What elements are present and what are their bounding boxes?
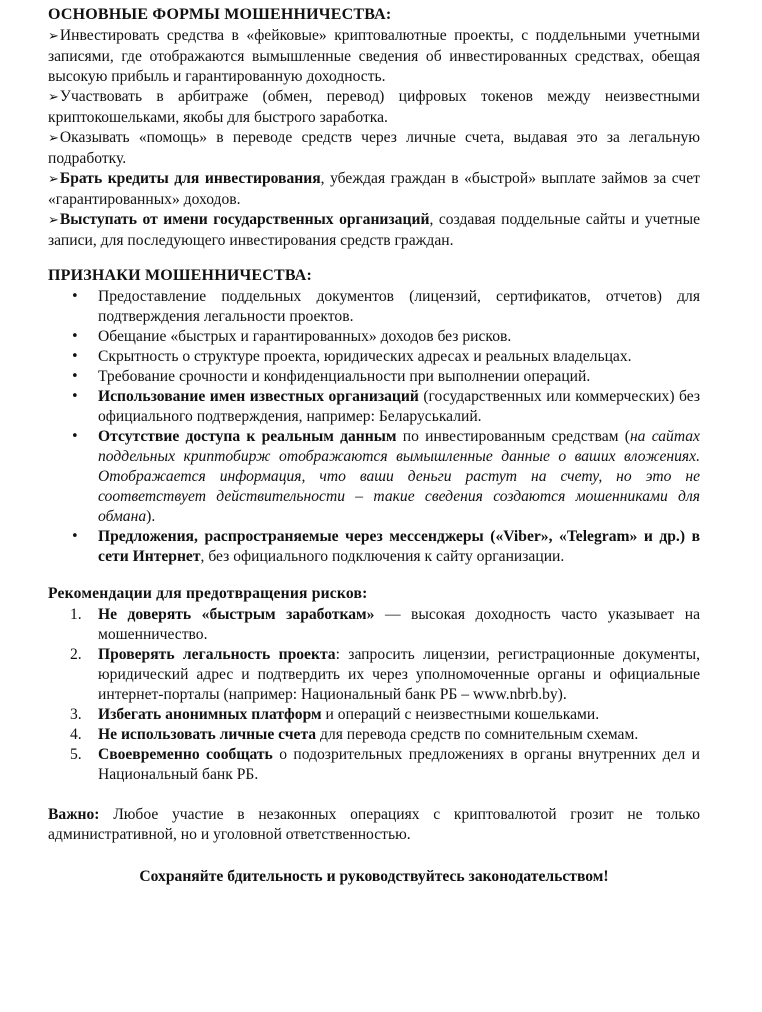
arrow-marker-icon: ➢ <box>48 29 59 44</box>
recommendation-item <box>70 725 700 745</box>
recommendation-number: 1. <box>70 606 82 623</box>
fraud-sign-item <box>71 367 700 387</box>
recommendation-number: 4. <box>70 726 82 743</box>
fraud-sign-text: (государственных или коммерческих) без официального подтверждения, например: Беларуськалий. <box>98 388 700 425</box>
fraud-form-item <box>48 169 700 210</box>
fraud-sign-item <box>71 427 700 527</box>
fraud-sign-text: по инвестированным средствам ( <box>396 428 630 445</box>
recommendation-bold: Своевременно сообщать <box>98 746 273 763</box>
arrow-marker-icon: ➢ <box>48 172 59 187</box>
fraud-form-text: Участвовать в арбитраже (обмен, перевод) цифровых токенов между неизвестными криптокошельками, якобы для быстрого заработка. <box>48 88 700 126</box>
fraud-sign-italic: на сайтах поддельных криптобирж отображаются вымышленные данные о ваших вложениях. Отображается информация, что ваши деньги растут на счету, но это не соответствует действительности – такие сведения создаются мошенниками для обмана <box>98 428 700 525</box>
recommendations-list <box>48 605 700 785</box>
fraud-form-bold: Брать кредиты для инвестирования <box>59 170 321 187</box>
fraud-sign-item <box>71 327 700 347</box>
recommendation-item <box>70 645 700 705</box>
fraud-sign-text: Требование срочности и конфиденциальности при выполнении операций. <box>98 368 591 385</box>
recommendation-text: для перевода средств по сомнительным схемам. <box>316 726 639 743</box>
recommendation-text: — высокая доходность часто указывает на мошенничество. <box>98 606 700 643</box>
recommendation-bold: Не доверять «быстрым заработкам» <box>98 606 375 623</box>
important-note <box>48 805 700 845</box>
recommendation-bold: Избегать анонимных платформ <box>98 706 322 723</box>
recommendation-item <box>70 705 700 725</box>
bullet-icon: • <box>71 529 79 544</box>
important-label: Важно: <box>48 806 100 823</box>
bullet-icon: • <box>71 369 79 384</box>
fraud-sign-item <box>71 347 700 367</box>
arrow-marker-icon: ➢ <box>48 131 59 146</box>
closing-slogan: Сохраняйте бдительность и руководствуйтесь законодательством! <box>139 868 609 885</box>
bullet-icon: • <box>71 389 79 404</box>
recommendation-item <box>70 745 700 785</box>
important-text: Любое участие в незаконных операциях с криптовалютой грозит не только административной, но и уголовной ответственностью. <box>48 806 700 843</box>
recommendation-number: 3. <box>70 706 82 723</box>
fraud-sign-item <box>71 287 700 327</box>
recommendation-text: о подозрительных предложениях в органы внутренних дел и Национальный банк РБ. <box>98 746 700 783</box>
fraud-form-text: Оказывать «помощь» в переводе средств через личные счета, выдавая это за легальную подработку. <box>48 129 700 167</box>
fraud-form-item <box>48 26 700 87</box>
arrow-marker-icon: ➢ <box>48 213 59 228</box>
fraud-signs-list <box>48 287 700 567</box>
recommendation-number: 5. <box>70 746 82 763</box>
arrow-marker-icon: ➢ <box>48 90 59 105</box>
fraud-form-item <box>48 128 700 169</box>
fraud-form-text: Инвестировать средства в «фейковые» криптовалютные проекты, с поддельными учетными записями, где отображаются вымышленные сведения об инвестированных средствах, обещая высокую прибыль и гарантированную доходность. <box>48 27 700 85</box>
fraud-form-text: , убеждая граждан в «быстрой» выплате займов за счет «гарантированных» доходов. <box>48 170 700 208</box>
fraud-form-item <box>48 87 700 128</box>
recommendation-item <box>70 605 700 645</box>
section-title-fraud-signs: ПРИЗНАКИ МОШЕННИЧЕСТВА: <box>48 267 313 284</box>
recommendation-bold: Не использовать личные счета <box>98 726 317 743</box>
fraud-form-item <box>48 210 700 251</box>
bullet-icon: • <box>71 329 79 344</box>
fraud-sign-text: Предоставление поддельных документов (лицензий, сертификатов, отчетов) для подтверждения легальности проектов. <box>98 288 700 325</box>
recommendation-text: и операций с неизвестными кошельками. <box>321 706 600 723</box>
bullet-icon: • <box>71 429 79 444</box>
fraud-sign-text: , без официального подключения к сайту организации. <box>200 548 565 565</box>
fraud-sign-tail: ). <box>146 508 156 525</box>
recommendation-text: : запросить лицензии, регистрационные документы, юридический адрес и подтвердить их через уполномоченные органы и официальные интернет-порталы (например: Национальный банк РБ – www.nbrb.by). <box>98 646 700 703</box>
fraud-sign-bold: Использование имен известных организаций <box>98 388 419 405</box>
fraud-form-bold: Выступать от имени государственных организаций <box>59 211 430 228</box>
fraud-sign-bold: Предложения, распространяемые через мессенджеры («Viber», «Telegram» и др.) в сети Интернет <box>98 528 700 565</box>
fraud-sign-bold: Отсутствие доступа к реальным данным <box>98 428 397 445</box>
bullet-icon: • <box>71 349 79 364</box>
fraud-sign-text: Обещание «быстрых и гарантированных» доходов без рисков. <box>98 328 512 345</box>
section-title-fraud-forms: ОСНОВНЫЕ ФОРМЫ МОШЕННИЧЕСТВА: <box>48 6 392 23</box>
fraud-sign-text: Скрытность о структуре проекта, юридических адресах и реальных владельцах. <box>98 348 632 365</box>
recommendation-bold: Проверять легальность проекта <box>98 646 336 663</box>
fraud-sign-item <box>71 527 700 567</box>
bullet-icon: • <box>71 289 79 304</box>
fraud-sign-item <box>71 387 700 427</box>
recommendation-number: 2. <box>70 646 82 663</box>
fraud-form-text: , создавая поддельные сайты и учетные записи, для последующего инвестирования средств граждан. <box>48 211 700 249</box>
section-title-recommendations: Рекомендации для предотвращения рисков: <box>48 585 368 602</box>
